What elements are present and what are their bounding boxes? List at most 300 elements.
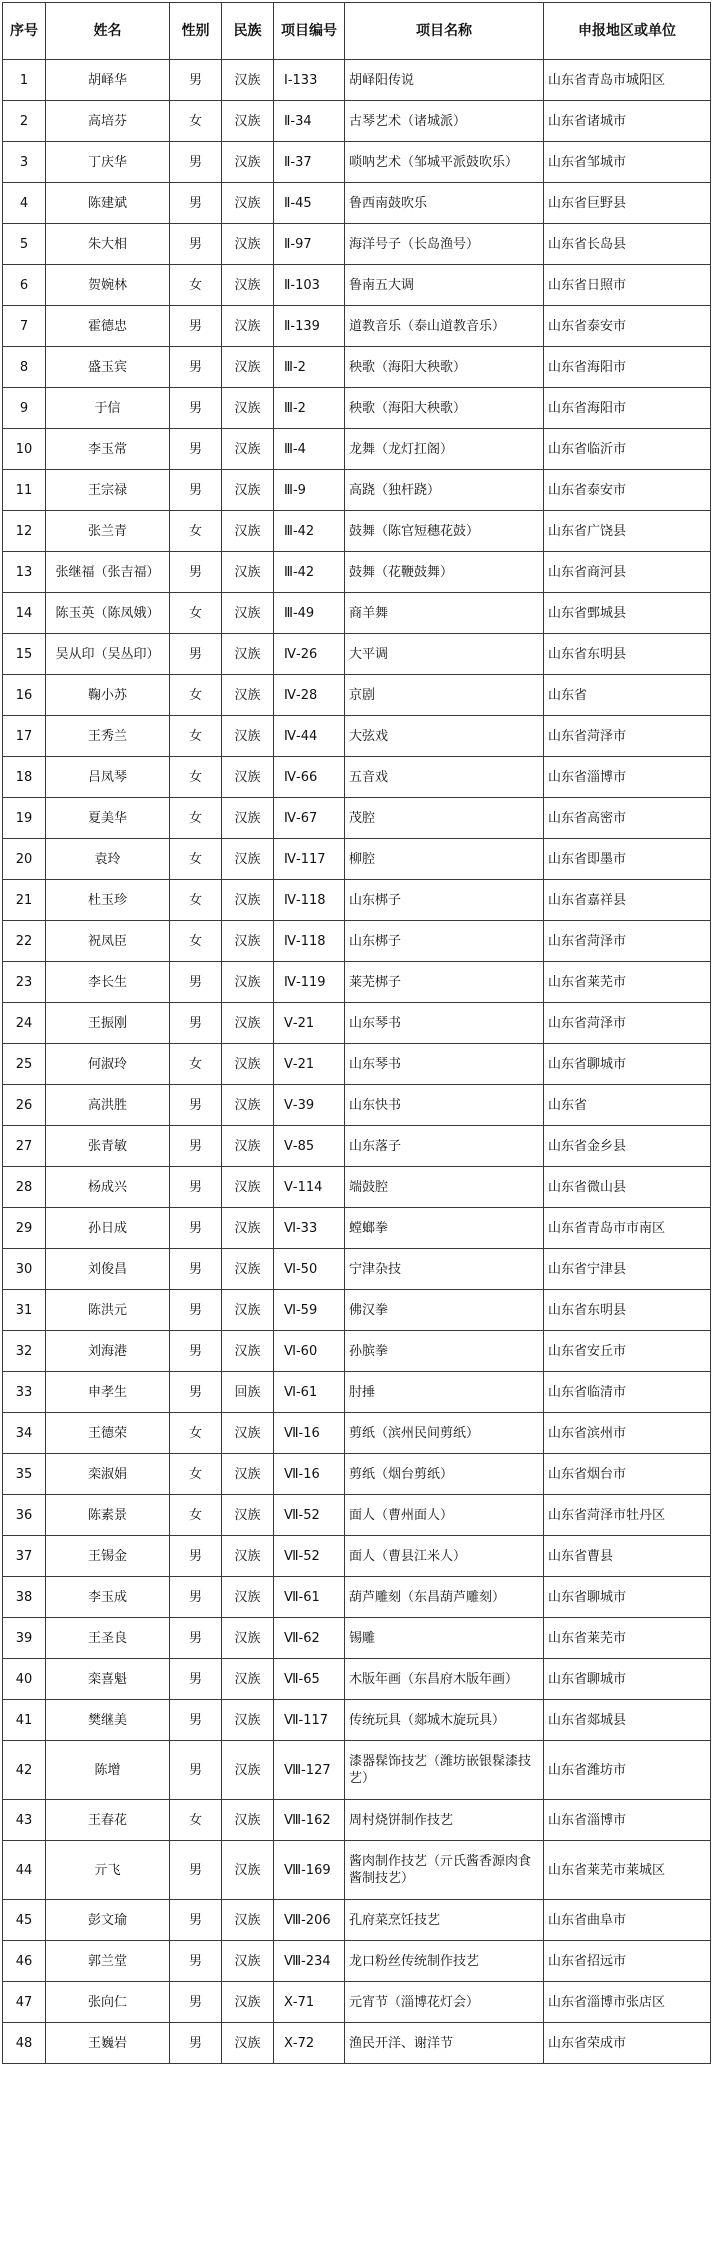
table-row bbox=[3, 1495, 711, 1536]
heritage-inheritors-table bbox=[2, 2, 711, 2064]
cell-project: 鼓舞（花鞭鼓舞） bbox=[345, 552, 544, 593]
cell-gender: 女 bbox=[170, 1044, 222, 1085]
cell-gender: 男 bbox=[170, 1249, 222, 1290]
cell-ethnicity: 汉族 bbox=[222, 839, 274, 880]
table-row bbox=[3, 1372, 711, 1413]
table-header bbox=[3, 3, 711, 60]
cell-code: Ⅶ-52 bbox=[274, 1536, 345, 1577]
cell-ethnicity: 汉族 bbox=[222, 1941, 274, 1982]
cell-name: 陈玉英（陈凤娥） bbox=[46, 593, 170, 634]
cell-project: 宁津杂技 bbox=[345, 1249, 544, 1290]
cell-code: Ⅵ-33 bbox=[274, 1208, 345, 1249]
cell-name: 李玉成 bbox=[46, 1577, 170, 1618]
cell-name: 李长生 bbox=[46, 962, 170, 1003]
cell-code: Ⅶ-65 bbox=[274, 1659, 345, 1700]
cell-no: 1 bbox=[3, 60, 46, 101]
cell-region: 山东省招远市 bbox=[544, 1941, 711, 1982]
cell-no: 33 bbox=[3, 1372, 46, 1413]
table-row bbox=[3, 757, 711, 798]
cell-no: 29 bbox=[3, 1208, 46, 1249]
cell-no: 7 bbox=[3, 306, 46, 347]
table-row bbox=[3, 1800, 711, 1841]
cell-name: 朱大相 bbox=[46, 224, 170, 265]
cell-code: Ⅶ-16 bbox=[274, 1454, 345, 1495]
table-row bbox=[3, 921, 711, 962]
cell-ethnicity: 汉族 bbox=[222, 2023, 274, 2064]
header-code: 项目编号 bbox=[274, 3, 345, 60]
cell-ethnicity: 汉族 bbox=[222, 1249, 274, 1290]
cell-ethnicity: 汉族 bbox=[222, 183, 274, 224]
cell-code: Ⅳ-119 bbox=[274, 962, 345, 1003]
table-row bbox=[3, 798, 711, 839]
cell-no: 48 bbox=[3, 2023, 46, 2064]
table-row bbox=[3, 1167, 711, 1208]
cell-ethnicity: 汉族 bbox=[222, 1413, 274, 1454]
table-row bbox=[3, 1126, 711, 1167]
cell-region: 山东省聊城市 bbox=[544, 1577, 711, 1618]
cell-ethnicity: 汉族 bbox=[222, 1800, 274, 1841]
cell-no: 18 bbox=[3, 757, 46, 798]
table-row bbox=[3, 101, 711, 142]
cell-region: 山东省青岛市市南区 bbox=[544, 1208, 711, 1249]
cell-region: 山东省郯城县 bbox=[544, 1700, 711, 1741]
cell-name: 丁庆华 bbox=[46, 142, 170, 183]
cell-project: 山东琴书 bbox=[345, 1003, 544, 1044]
cell-project: 五音戏 bbox=[345, 757, 544, 798]
cell-project: 周村烧饼制作技艺 bbox=[345, 1800, 544, 1841]
header-gender: 性别 bbox=[170, 3, 222, 60]
table-row bbox=[3, 60, 711, 101]
cell-region: 山东省商河县 bbox=[544, 552, 711, 593]
cell-project: 面人（曹州面人） bbox=[345, 1495, 544, 1536]
cell-project: 葫芦雕刻（东昌葫芦雕刻） bbox=[345, 1577, 544, 1618]
cell-project: 元宵节（淄博花灯会） bbox=[345, 1982, 544, 2023]
cell-project: 鲁南五大调 bbox=[345, 265, 544, 306]
cell-ethnicity: 汉族 bbox=[222, 429, 274, 470]
cell-gender: 女 bbox=[170, 1413, 222, 1454]
cell-ethnicity: 汉族 bbox=[222, 306, 274, 347]
cell-name: 栾淑娟 bbox=[46, 1454, 170, 1495]
cell-region: 山东省菏泽市牡丹区 bbox=[544, 1495, 711, 1536]
cell-gender: 男 bbox=[170, 60, 222, 101]
cell-name: 樊继美 bbox=[46, 1700, 170, 1741]
cell-no: 16 bbox=[3, 675, 46, 716]
cell-code: Ⅴ-21 bbox=[274, 1044, 345, 1085]
cell-ethnicity: 汉族 bbox=[222, 1003, 274, 1044]
table-row bbox=[3, 675, 711, 716]
cell-no: 39 bbox=[3, 1618, 46, 1659]
cell-project: 山东快书 bbox=[345, 1085, 544, 1126]
cell-no: 34 bbox=[3, 1413, 46, 1454]
table-row bbox=[3, 1941, 711, 1982]
cell-region: 山东省烟台市 bbox=[544, 1454, 711, 1495]
cell-gender: 女 bbox=[170, 716, 222, 757]
cell-ethnicity: 汉族 bbox=[222, 1982, 274, 2023]
cell-region: 山东省邹城市 bbox=[544, 142, 711, 183]
cell-code: Ⅳ-66 bbox=[274, 757, 345, 798]
cell-name: 王巍岩 bbox=[46, 2023, 170, 2064]
cell-name: 郭兰堂 bbox=[46, 1941, 170, 1982]
cell-no: 26 bbox=[3, 1085, 46, 1126]
cell-gender: 男 bbox=[170, 347, 222, 388]
cell-project: 酱肉制作技艺（亓氏酱香源肉食酱制技艺） bbox=[345, 1841, 544, 1900]
cell-gender: 女 bbox=[170, 1454, 222, 1495]
cell-region: 山东省荣成市 bbox=[544, 2023, 711, 2064]
header-name: 姓名 bbox=[46, 3, 170, 60]
table-row bbox=[3, 1700, 711, 1741]
cell-code: Ⅶ-62 bbox=[274, 1618, 345, 1659]
cell-region: 山东省曹县 bbox=[544, 1536, 711, 1577]
cell-name: 陈洪元 bbox=[46, 1290, 170, 1331]
cell-no: 15 bbox=[3, 634, 46, 675]
table-row bbox=[3, 2023, 711, 2064]
cell-code: Ⅳ-118 bbox=[274, 880, 345, 921]
cell-code: Ⅲ-49 bbox=[274, 593, 345, 634]
cell-code: Ⅱ-97 bbox=[274, 224, 345, 265]
cell-name: 李玉常 bbox=[46, 429, 170, 470]
cell-no: 8 bbox=[3, 347, 46, 388]
cell-project: 商羊舞 bbox=[345, 593, 544, 634]
cell-project: 柳腔 bbox=[345, 839, 544, 880]
header-row bbox=[3, 3, 711, 60]
cell-ethnicity: 回族 bbox=[222, 1372, 274, 1413]
cell-name: 陈增 bbox=[46, 1741, 170, 1800]
table-row bbox=[3, 839, 711, 880]
cell-project: 唢呐艺术（邹城平派鼓吹乐） bbox=[345, 142, 544, 183]
cell-region: 山东省广饶县 bbox=[544, 511, 711, 552]
cell-name: 栾喜魁 bbox=[46, 1659, 170, 1700]
cell-code: Ⅷ-127 bbox=[274, 1741, 345, 1800]
cell-ethnicity: 汉族 bbox=[222, 388, 274, 429]
cell-ethnicity: 汉族 bbox=[222, 511, 274, 552]
cell-region: 山东省 bbox=[544, 1085, 711, 1126]
table-row bbox=[3, 1208, 711, 1249]
cell-ethnicity: 汉族 bbox=[222, 1167, 274, 1208]
cell-region: 山东省 bbox=[544, 675, 711, 716]
cell-ethnicity: 汉族 bbox=[222, 593, 274, 634]
cell-ethnicity: 汉族 bbox=[222, 1536, 274, 1577]
table-row bbox=[3, 593, 711, 634]
cell-code: Ⅴ-21 bbox=[274, 1003, 345, 1044]
cell-project: 山东梆子 bbox=[345, 880, 544, 921]
cell-name: 王振刚 bbox=[46, 1003, 170, 1044]
cell-no: 44 bbox=[3, 1841, 46, 1900]
cell-no: 14 bbox=[3, 593, 46, 634]
cell-project: 剪纸（烟台剪纸） bbox=[345, 1454, 544, 1495]
table-row bbox=[3, 1454, 711, 1495]
table-row bbox=[3, 470, 711, 511]
cell-region: 山东省莱芜市莱城区 bbox=[544, 1841, 711, 1900]
cell-gender: 女 bbox=[170, 921, 222, 962]
cell-gender: 女 bbox=[170, 101, 222, 142]
cell-no: 47 bbox=[3, 1982, 46, 2023]
cell-code: Ⅲ-2 bbox=[274, 347, 345, 388]
cell-region: 山东省金乡县 bbox=[544, 1126, 711, 1167]
table-row bbox=[3, 1900, 711, 1941]
cell-name: 孙日成 bbox=[46, 1208, 170, 1249]
cell-code: Ⅲ-9 bbox=[274, 470, 345, 511]
cell-name: 张向仁 bbox=[46, 1982, 170, 2023]
cell-name: 胡峄华 bbox=[46, 60, 170, 101]
cell-ethnicity: 汉族 bbox=[222, 880, 274, 921]
cell-no: 23 bbox=[3, 962, 46, 1003]
cell-no: 22 bbox=[3, 921, 46, 962]
cell-no: 36 bbox=[3, 1495, 46, 1536]
cell-gender: 男 bbox=[170, 1126, 222, 1167]
table-row bbox=[3, 224, 711, 265]
cell-code: Ⅵ-50 bbox=[274, 1249, 345, 1290]
table-row bbox=[3, 962, 711, 1003]
cell-name: 王宗禄 bbox=[46, 470, 170, 511]
cell-region: 山东省淄博市 bbox=[544, 757, 711, 798]
cell-ethnicity: 汉族 bbox=[222, 1495, 274, 1536]
cell-project: 孙膑拳 bbox=[345, 1331, 544, 1372]
cell-name: 吕凤琴 bbox=[46, 757, 170, 798]
cell-name: 刘俊昌 bbox=[46, 1249, 170, 1290]
cell-region: 山东省莱芜市 bbox=[544, 1618, 711, 1659]
cell-project: 木版年画（东昌府木版年画） bbox=[345, 1659, 544, 1700]
cell-name: 张兰青 bbox=[46, 511, 170, 552]
cell-project: 山东梆子 bbox=[345, 921, 544, 962]
cell-code: Ⅲ-42 bbox=[274, 511, 345, 552]
cell-region: 山东省东明县 bbox=[544, 1290, 711, 1331]
cell-code: Ⅴ-85 bbox=[274, 1126, 345, 1167]
table-row bbox=[3, 1577, 711, 1618]
cell-project: 锡雕 bbox=[345, 1618, 544, 1659]
cell-region: 山东省聊城市 bbox=[544, 1044, 711, 1085]
cell-ethnicity: 汉族 bbox=[222, 798, 274, 839]
cell-gender: 男 bbox=[170, 1900, 222, 1941]
cell-project: 漆器髹饰技艺（潍坊嵌银髹漆技艺） bbox=[345, 1741, 544, 1800]
cell-name: 高洪胜 bbox=[46, 1085, 170, 1126]
cell-ethnicity: 汉族 bbox=[222, 1208, 274, 1249]
cell-no: 45 bbox=[3, 1900, 46, 1941]
cell-ethnicity: 汉族 bbox=[222, 634, 274, 675]
cell-ethnicity: 汉族 bbox=[222, 142, 274, 183]
cell-gender: 女 bbox=[170, 757, 222, 798]
cell-code: Ⅹ-72 bbox=[274, 2023, 345, 2064]
cell-ethnicity: 汉族 bbox=[222, 1700, 274, 1741]
cell-ethnicity: 汉族 bbox=[222, 675, 274, 716]
cell-no: 2 bbox=[3, 101, 46, 142]
cell-gender: 男 bbox=[170, 1290, 222, 1331]
cell-code: Ⅱ-103 bbox=[274, 265, 345, 306]
cell-ethnicity: 汉族 bbox=[222, 552, 274, 593]
cell-gender: 女 bbox=[170, 593, 222, 634]
table-row bbox=[3, 347, 711, 388]
cell-gender: 男 bbox=[170, 429, 222, 470]
table-row bbox=[3, 306, 711, 347]
header-region: 申报地区或单位 bbox=[544, 3, 711, 60]
cell-gender: 男 bbox=[170, 962, 222, 1003]
cell-region: 山东省聊城市 bbox=[544, 1659, 711, 1700]
cell-project: 高跷（独杆跷） bbox=[345, 470, 544, 511]
cell-no: 42 bbox=[3, 1741, 46, 1800]
cell-no: 25 bbox=[3, 1044, 46, 1085]
table-body bbox=[3, 60, 711, 2064]
cell-region: 山东省诸城市 bbox=[544, 101, 711, 142]
cell-gender: 男 bbox=[170, 1208, 222, 1249]
cell-region: 山东省微山县 bbox=[544, 1167, 711, 1208]
cell-name: 王德荣 bbox=[46, 1413, 170, 1454]
cell-code: Ⅰ-133 bbox=[274, 60, 345, 101]
cell-gender: 男 bbox=[170, 1167, 222, 1208]
cell-code: Ⅱ-37 bbox=[274, 142, 345, 183]
cell-code: Ⅶ-16 bbox=[274, 1413, 345, 1454]
cell-name: 鞠小苏 bbox=[46, 675, 170, 716]
cell-gender: 男 bbox=[170, 634, 222, 675]
cell-region: 山东省日照市 bbox=[544, 265, 711, 306]
cell-name: 张继福（张吉福） bbox=[46, 552, 170, 593]
cell-no: 28 bbox=[3, 1167, 46, 1208]
cell-ethnicity: 汉族 bbox=[222, 1044, 274, 1085]
cell-region: 山东省安丘市 bbox=[544, 1331, 711, 1372]
cell-no: 43 bbox=[3, 1800, 46, 1841]
cell-code: Ⅳ-44 bbox=[274, 716, 345, 757]
cell-gender: 男 bbox=[170, 1659, 222, 1700]
cell-ethnicity: 汉族 bbox=[222, 224, 274, 265]
table-row bbox=[3, 1249, 711, 1290]
cell-gender: 男 bbox=[170, 142, 222, 183]
table-row bbox=[3, 634, 711, 675]
cell-no: 38 bbox=[3, 1577, 46, 1618]
cell-ethnicity: 汉族 bbox=[222, 1290, 274, 1331]
cell-gender: 男 bbox=[170, 470, 222, 511]
table-row bbox=[3, 880, 711, 921]
cell-project: 山东落子 bbox=[345, 1126, 544, 1167]
cell-code: Ⅲ-42 bbox=[274, 552, 345, 593]
cell-name: 王圣良 bbox=[46, 1618, 170, 1659]
cell-gender: 女 bbox=[170, 265, 222, 306]
cell-region: 山东省泰安市 bbox=[544, 306, 711, 347]
cell-gender: 男 bbox=[170, 1618, 222, 1659]
cell-name: 申孝生 bbox=[46, 1372, 170, 1413]
table-row bbox=[3, 1331, 711, 1372]
table-row bbox=[3, 1085, 711, 1126]
cell-gender: 男 bbox=[170, 552, 222, 593]
cell-project: 海洋号子（长岛渔号） bbox=[345, 224, 544, 265]
cell-gender: 男 bbox=[170, 1700, 222, 1741]
table-row bbox=[3, 1413, 711, 1454]
table-row bbox=[3, 1659, 711, 1700]
cell-region: 山东省即墨市 bbox=[544, 839, 711, 880]
cell-code: Ⅱ-139 bbox=[274, 306, 345, 347]
cell-region: 山东省海阳市 bbox=[544, 347, 711, 388]
cell-project: 龙舞（龙灯扛阁） bbox=[345, 429, 544, 470]
cell-name: 杜玉珍 bbox=[46, 880, 170, 921]
cell-no: 9 bbox=[3, 388, 46, 429]
cell-name: 彭文瑜 bbox=[46, 1900, 170, 1941]
cell-project: 龙口粉丝传统制作技艺 bbox=[345, 1941, 544, 1982]
cell-name: 陈素景 bbox=[46, 1495, 170, 1536]
cell-region: 山东省淄博市张店区 bbox=[544, 1982, 711, 2023]
cell-name: 杨成兴 bbox=[46, 1167, 170, 1208]
cell-ethnicity: 汉族 bbox=[222, 1900, 274, 1941]
table-row bbox=[3, 1290, 711, 1331]
cell-code: Ⅴ-114 bbox=[274, 1167, 345, 1208]
cell-no: 5 bbox=[3, 224, 46, 265]
cell-code: Ⅴ-39 bbox=[274, 1085, 345, 1126]
cell-region: 山东省临清市 bbox=[544, 1372, 711, 1413]
cell-region: 山东省长岛县 bbox=[544, 224, 711, 265]
cell-code: Ⅵ-60 bbox=[274, 1331, 345, 1372]
cell-project: 秧歌（海阳大秧歌） bbox=[345, 388, 544, 429]
cell-project: 螳螂拳 bbox=[345, 1208, 544, 1249]
cell-no: 6 bbox=[3, 265, 46, 306]
cell-no: 4 bbox=[3, 183, 46, 224]
cell-region: 山东省菏泽市 bbox=[544, 1003, 711, 1044]
cell-no: 41 bbox=[3, 1700, 46, 1741]
table-row bbox=[3, 716, 711, 757]
cell-project: 孔府菜烹饪技艺 bbox=[345, 1900, 544, 1941]
cell-gender: 男 bbox=[170, 1841, 222, 1900]
cell-project: 鲁西南鼓吹乐 bbox=[345, 183, 544, 224]
cell-gender: 男 bbox=[170, 1536, 222, 1577]
cell-gender: 男 bbox=[170, 2023, 222, 2064]
cell-region: 山东省嘉祥县 bbox=[544, 880, 711, 921]
cell-code: Ⅷ-206 bbox=[274, 1900, 345, 1941]
cell-region: 山东省曲阜市 bbox=[544, 1900, 711, 1941]
cell-region: 山东省高密市 bbox=[544, 798, 711, 839]
table-row bbox=[3, 511, 711, 552]
table-row bbox=[3, 142, 711, 183]
cell-code: Ⅱ-34 bbox=[274, 101, 345, 142]
cell-project: 渔民开洋、谢洋节 bbox=[345, 2023, 544, 2064]
cell-ethnicity: 汉族 bbox=[222, 962, 274, 1003]
cell-project: 大平调 bbox=[345, 634, 544, 675]
table-row bbox=[3, 1841, 711, 1900]
cell-no: 10 bbox=[3, 429, 46, 470]
cell-code: Ⅵ-61 bbox=[274, 1372, 345, 1413]
table-row bbox=[3, 1044, 711, 1085]
header-no: 序号 bbox=[3, 3, 46, 60]
cell-no: 40 bbox=[3, 1659, 46, 1700]
cell-gender: 男 bbox=[170, 224, 222, 265]
cell-name: 盛玉宾 bbox=[46, 347, 170, 388]
cell-region: 山东省东明县 bbox=[544, 634, 711, 675]
cell-name: 高培芬 bbox=[46, 101, 170, 142]
cell-no: 13 bbox=[3, 552, 46, 593]
cell-code: Ⅶ-61 bbox=[274, 1577, 345, 1618]
cell-gender: 男 bbox=[170, 183, 222, 224]
cell-ethnicity: 汉族 bbox=[222, 101, 274, 142]
cell-code: Ⅷ-169 bbox=[274, 1841, 345, 1900]
cell-code: Ⅲ-4 bbox=[274, 429, 345, 470]
cell-no: 17 bbox=[3, 716, 46, 757]
cell-code: Ⅷ-162 bbox=[274, 1800, 345, 1841]
cell-code: Ⅶ-117 bbox=[274, 1700, 345, 1741]
cell-region: 山东省泰安市 bbox=[544, 470, 711, 511]
table-row bbox=[3, 1618, 711, 1659]
cell-ethnicity: 汉族 bbox=[222, 60, 274, 101]
cell-gender: 女 bbox=[170, 1800, 222, 1841]
cell-project: 肘捶 bbox=[345, 1372, 544, 1413]
table-row bbox=[3, 1982, 711, 2023]
cell-no: 46 bbox=[3, 1941, 46, 1982]
cell-project: 面人（曹县江米人） bbox=[345, 1536, 544, 1577]
cell-gender: 女 bbox=[170, 798, 222, 839]
cell-ethnicity: 汉族 bbox=[222, 716, 274, 757]
cell-name: 陈建斌 bbox=[46, 183, 170, 224]
cell-project: 佛汉拳 bbox=[345, 1290, 544, 1331]
cell-name: 夏美华 bbox=[46, 798, 170, 839]
cell-gender: 男 bbox=[170, 1941, 222, 1982]
cell-ethnicity: 汉族 bbox=[222, 1841, 274, 1900]
cell-project: 道教音乐（泰山道教音乐） bbox=[345, 306, 544, 347]
cell-region: 山东省菏泽市 bbox=[544, 716, 711, 757]
cell-project: 京剧 bbox=[345, 675, 544, 716]
cell-no: 3 bbox=[3, 142, 46, 183]
